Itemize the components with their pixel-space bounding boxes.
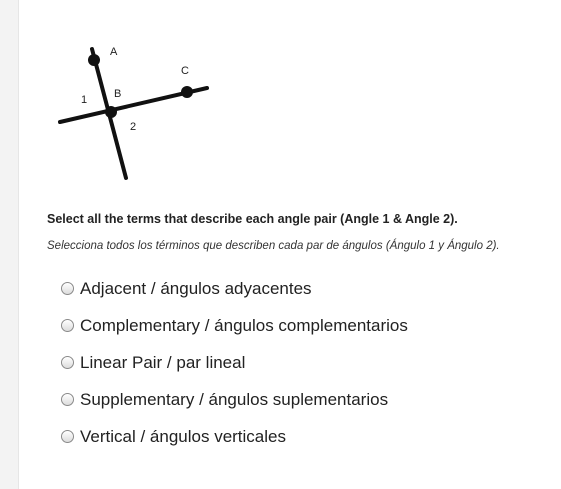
label-angle-1: 1 [81, 94, 88, 106]
label-b: B [114, 88, 122, 100]
label-a: A [110, 46, 118, 58]
answer-options [61, 270, 408, 455]
point-b [105, 106, 117, 118]
radio-button[interactable] [61, 393, 74, 406]
question-prompt-english: Select all the terms that describe each angle pair (Angle 1 & Angle 2). [47, 212, 458, 226]
label-c: C [181, 65, 189, 77]
option-label: Linear Pair / par lineal [80, 352, 246, 372]
option-label: Supplementary / ángulos suplementarios [80, 389, 389, 409]
point-c [181, 86, 193, 98]
label-angle-2: 2 [130, 121, 137, 133]
left-gutter [0, 0, 19, 489]
radio-button[interactable] [61, 430, 74, 443]
point-a [88, 54, 100, 66]
option-label: Adjacent / ángulos adyacentes [80, 278, 312, 298]
radio-button[interactable] [61, 282, 74, 295]
option-vertical[interactable] [61, 418, 408, 455]
option-label: Complementary / ángulos complementarios [80, 315, 408, 335]
option-supplementary[interactable] [61, 381, 408, 418]
option-complementary[interactable] [61, 307, 408, 344]
option-label: Vertical / ángulos verticales [80, 426, 286, 446]
option-adjacent[interactable] [61, 270, 408, 307]
radio-button[interactable] [61, 356, 74, 369]
radio-button[interactable] [61, 319, 74, 332]
question-prompt-spanish: Selecciona todos los términos que describen cada par de ángulos (Ángulo 1 y Ángulo 2). [47, 240, 500, 252]
option-linear-pair[interactable] [61, 344, 408, 381]
angle-diagram [40, 36, 230, 186]
